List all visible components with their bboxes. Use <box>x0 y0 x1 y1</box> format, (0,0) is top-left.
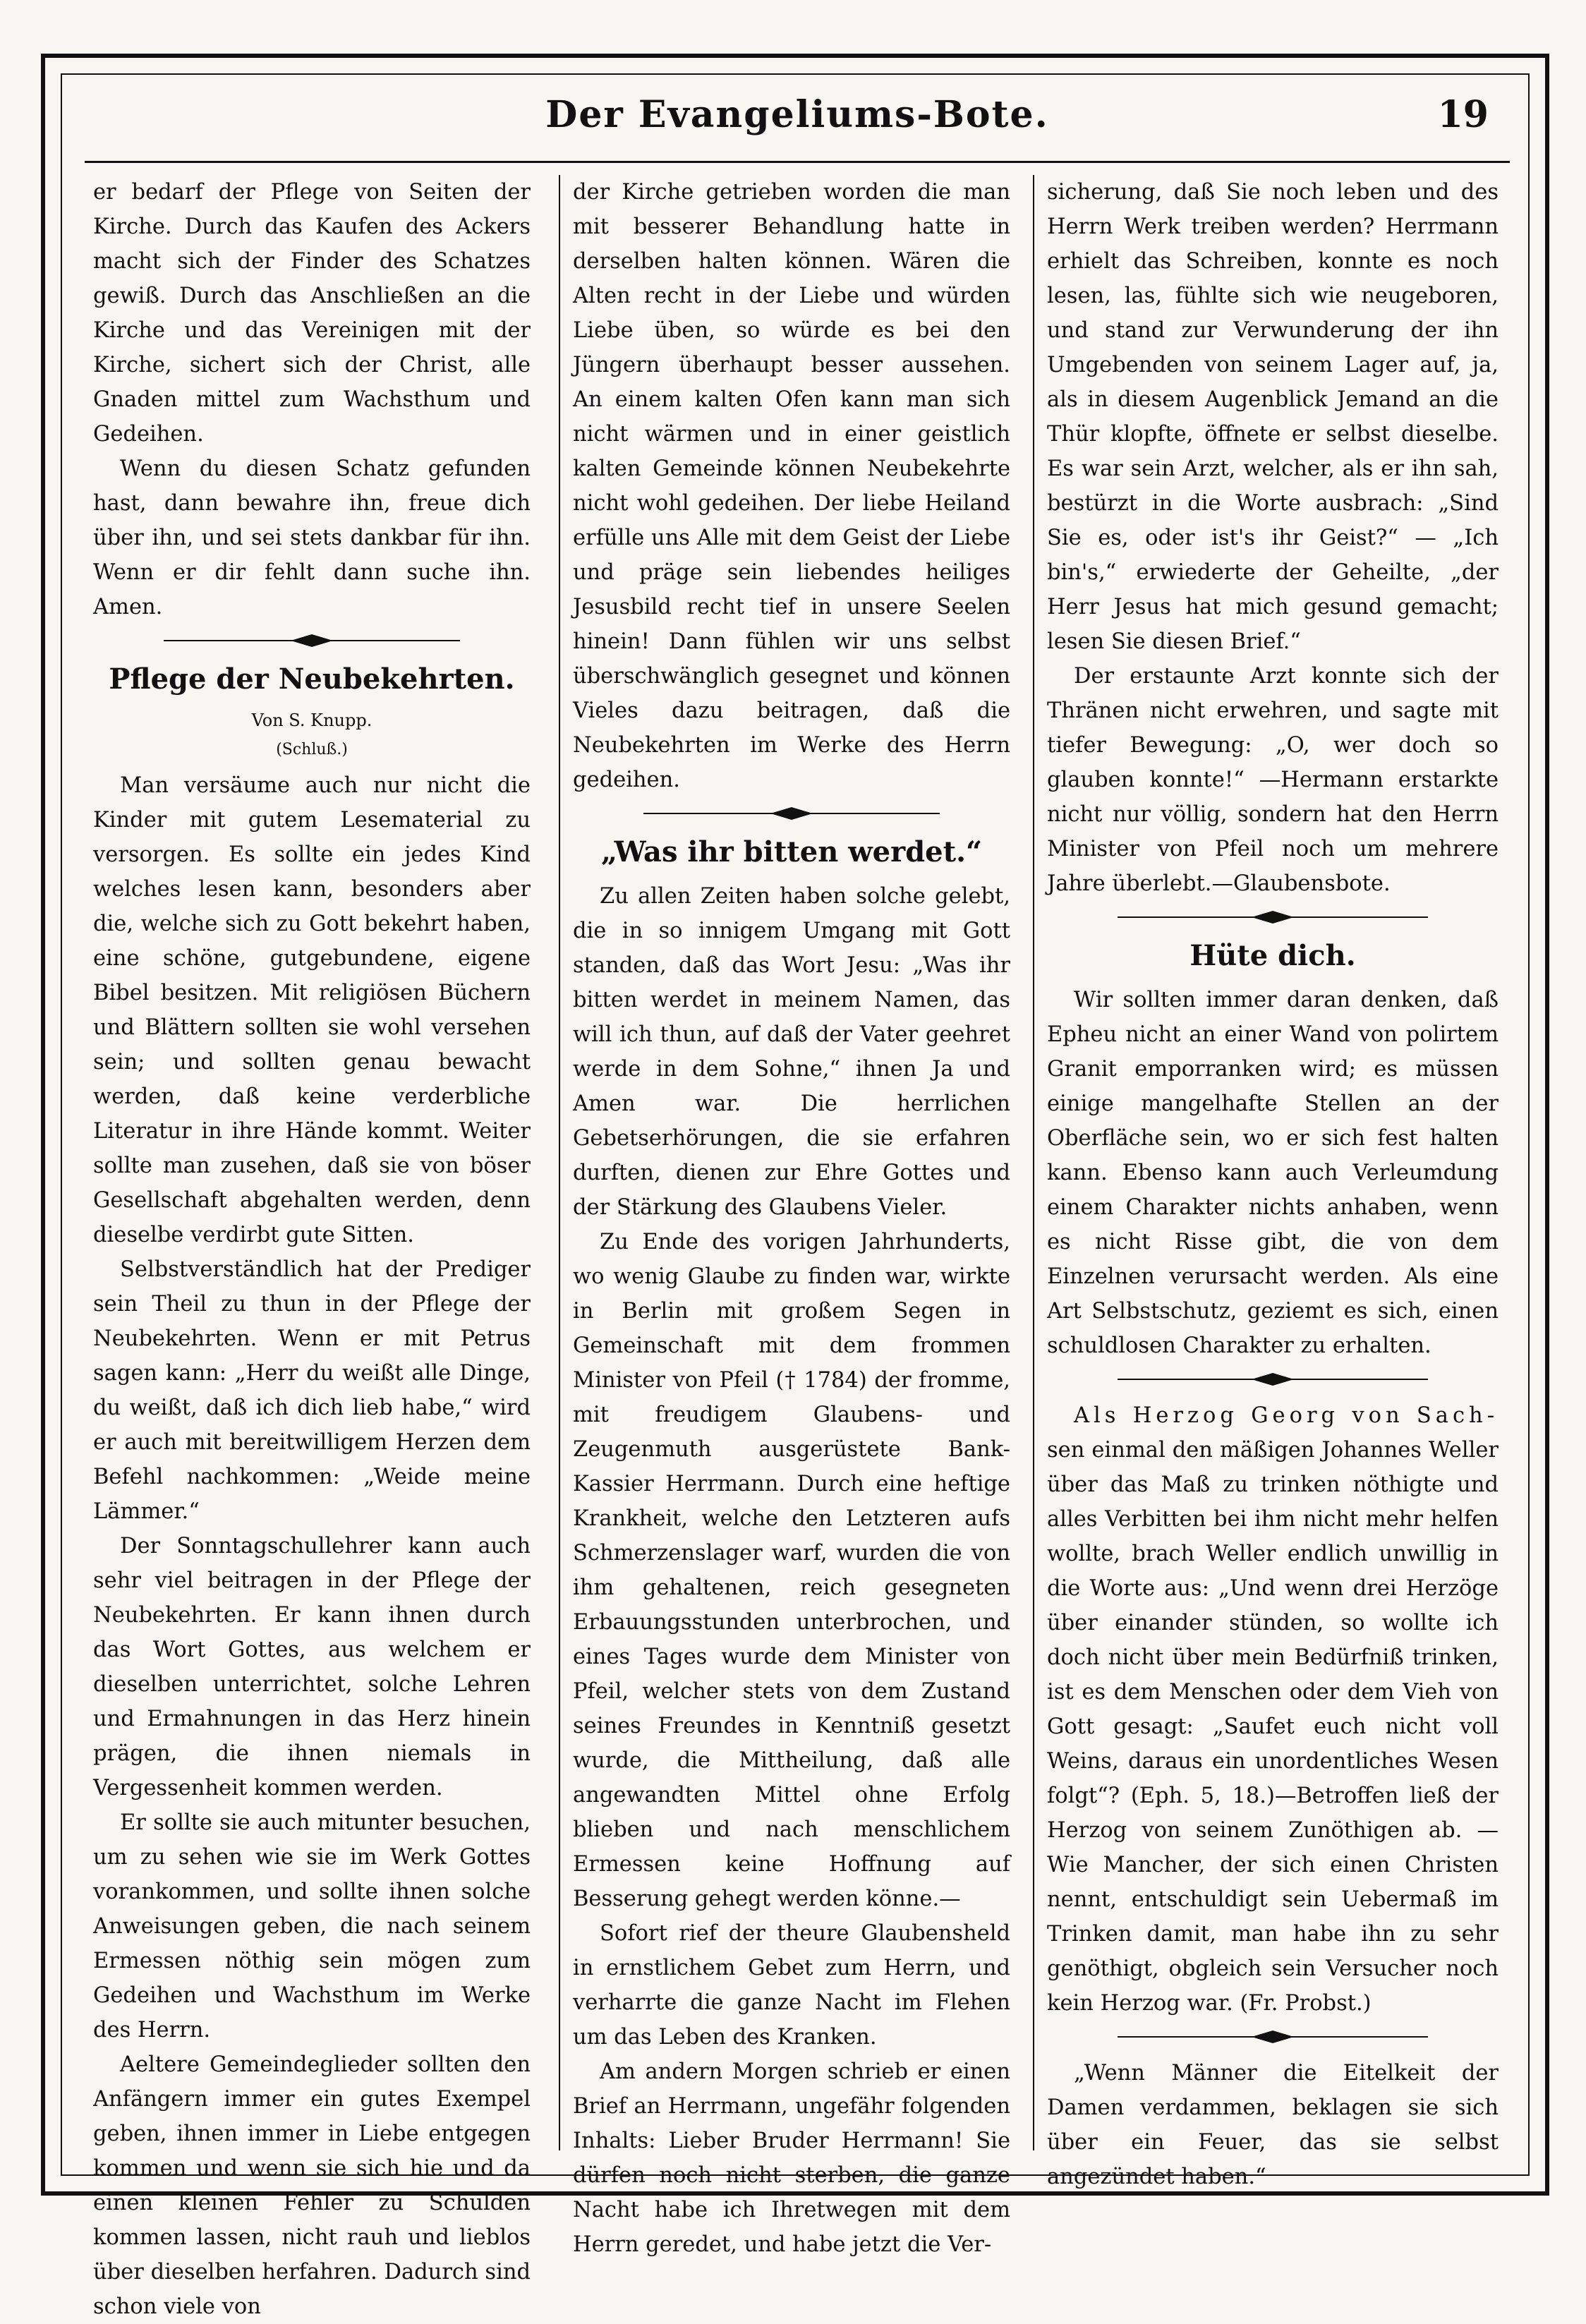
paragraph <box>1047 1398 1499 2021</box>
paragraph: Zu Ende des vorigen Jahrhunderts, wo wenig Glaube zu finden war, wirkte in Berlin mit großem Segen in Gemeinschaft mit dem frommen Minister von Pfeil († 1784) der fromme, mit freudigem Glaubens- und Zeugenmuth ausgerüstete Bank-Kassier Herrmann. Durch eine heftige Krankheit, welche den Letzteren aufs Schmerzenslager warf, wurden die von ihm gehaltenen, reich gesegneten Erbauungsstunden unterbrochen, und eines Tages wurde dem Minister von Pfeil, welcher stets von dem Zustand seines Freundes in Kenntniß gesetzt wurde, die Mittheilung, daß alle angewandten Mittel ohne Erfolg blieben und nach menschlichem Ermessen keine Hoffnung auf Besserung gehegt werden könne.— <box>573 1230 1010 1911</box>
article-byline: Von S. Knupp. <box>251 710 373 730</box>
column-divider-1 <box>559 175 560 2150</box>
paragraph: Wenn du diesen Schatz gefunden hast, dann bewahre ihn, freue dich über ihn, und sei stets dankbar für ihn. Wenn er dir fehlt dann suche ihn. Amen. <box>93 456 531 619</box>
section-ornament <box>1047 1370 1499 1388</box>
paragraph: der Kirche getrieben worden die man mit besserer Behandlung hatte in derselben halten können. Wären die Alten recht in der Liebe und würden Liebe üben, so würde es bei den Jüngern überhaupt besser aussehen. An einem kalten Ofen kann man sich nicht wärmen und in einer geistlich kalten Gemeinde können Neubekehrte nicht wohl gedeihen. Der liebe Heiland erfülle uns Alle mit dem Geist der Liebe und präge sein liebendes heiliges Jesusbild recht tief in unsere Seelen hinein! Dann fühlen wir uns selbst überschwänglich gesegnet und können Vieles dazu beitragen, daß die Neubekehrten im Werke des Herrn gedeihen. <box>573 180 1010 792</box>
header-rule <box>85 161 1510 163</box>
section-ornament <box>573 804 1010 823</box>
column-divider-2 <box>1033 175 1034 2150</box>
article-heading: Pflege der Neubekehrten. <box>109 662 515 696</box>
article-heading: „Was ihr bitten werdet.“ <box>600 835 983 869</box>
paragraph: „Wenn Männer die Eitelkeit der Damen verdammen, beklagen sie sich über ein Feuer, das sie selbst angezündet haben.“ <box>1047 2061 1499 2189</box>
masthead-title: Der Evangeliums-Bote. <box>545 93 1049 136</box>
section-ornament <box>93 631 531 650</box>
paragraph: Man versäume auch nur nicht die Kinder mit gutem Lesematerial zu versorgen. Es sollte ein jedes Kind welches lesen kann, besonders aber die, welche sich zu Gott bekehrt haben, eine schöne, gutgebundene, eigene Bibel besitzen. Mit religiösen Büchern und Blättern sollten sie wohl versehen sein; und sollten genau bewacht werden, daß keine verderbliche Literatur in ihre Hände kommt. Weiter sollte man zusehen, daß sie von böser Gesellschaft abgehalten werden, denn dieselbe verdirbt gute Sitten. <box>93 773 531 1247</box>
paragraph: Wir sollten immer daran denken, daß Epheu nicht an einer Wand von polirtem Granit emporranken wird; es müssen einige mangelhafte Stellen an der Oberfläche sein, wo er sich fest halten kann. Ebenso kann auch Verleumdung einem Charakter nichts anhaben, wenn es nicht Risse gibt, die von dem Einzelnen verursacht werden. Als eine Art Selbstschutz, geziemt es sich, einen schuldlosen Charakter zu erhalten. <box>1047 988 1499 1358</box>
paragraph: Der erstaunte Arzt konnte sich der Thränen nicht erwehren, und sagte mit tiefer Bewegung: „O, wer doch so glauben konnte!“ —Hermann erstarkte nicht nur völlig, sondern hat den Herrn Minister von Pfeil noch um mehrere Jahre überlebt.—Glaubensbote. <box>1047 664 1499 896</box>
article-subtitle: (Schluß.) <box>276 741 348 758</box>
paragraph: Zu allen Zeiten haben solche gelebt, die in so innigem Umgang mit Gott standen, daß das Wort Jesu: „Was ihr bitten werdet in meinem Namen, das will ich thun, auf daß der Vater geehret werde in dem Sohne,“ ihnen Ja und Amen war. Die herrlichen Gebetserhörungen, die sie erfahren durften, dienen zur Ehre Gottes und der Stärkung des Glaubens Vieler. <box>573 884 1010 1220</box>
article-heading: Hüte dich. <box>1190 939 1356 972</box>
paragraph-body: sen einmal den mäßigen Johannes Weller über das Maß zu trinken nöthigte und alles Verbitten bei ihm nicht mehr helfen wollte, brach Weller endlich unwillig in die Worte aus: „Und wenn drei Herzöge über einander stünden, so wollte ich doch nicht über mein Bedürfniß trinken, ist es dem Menschen oder dem Vieh von Gott gesagt: „Saufet euch nicht voll Weins, daraus ein unordentliches Wesen folgt“? (Eph. 5, 18.)—Betroffen ließ der Herzog von seinem Zunöthigen ab. —Wie Mancher, der sich einen Christen nennt, entschuldigt sein Uebermaß im Trinken damit, man habe ihn zu sehr genöthigt, obgleich sein Versucher noch kein Herzog war. (Fr. Probst.) <box>1047 1438 1499 2016</box>
paragraph: Aeltere Gemeindeglieder sollten den Anfängern immer ein gutes Exempel geben, ihnen immer in Liebe entgegen kommen und wenn sie sich hie und da einen kleinen Fehler zu Schulden kommen lassen, nicht rauh und lieblos über dieselben herfahren. Dadurch sind schon viele von <box>93 2052 531 2319</box>
paragraph: Der Sonntagschullehrer kann auch sehr viel beitragen in der Pflege der Neubekehrten. Er kann ihnen durch das Wort Gottes, aus welchem er dieselben unterrichtet, solche Lehren und Ermahnungen in das Herz hinein prägen, die ihnen niemals in Vergessenheit kommen werden. <box>93 1534 531 1801</box>
page-number: 19 <box>1437 93 1489 136</box>
paragraph: Selbstverständlich hat der Prediger sein Theil zu thun in der Pflege der Neubekehrten. Wenn er mit Petrus sagen kann: „Herr du weißt alle Dinge, du weißt, daß ich dich lieb habe,“ wird er auch mit bereitwilligem Herzen dem Befehl nachkommen: „Weide meine Lämmer.“ <box>93 1257 531 1524</box>
paragraph: Am andern Morgen schrieb er einen Brief an Herrmann, ungefähr folgenden Inhalts: Lieber Bruder Herrmann! Sie dürfen noch nicht sterben, die ganze Nacht habe ich Ihretwegen mit dem Herrn geredet, und habe jetzt die Ver- <box>573 2059 1010 2257</box>
column-3 <box>1047 175 1499 2189</box>
paragraph: sicherung, daß Sie noch leben und des Herrn Werk treiben werden? Herrmann erhielt das Schreiben, konnte es noch lesen, las, fühlte sich wie neugeboren, und stand zur Verwunderung der ihn Umgebenden von seinem Lager auf, ja, als in diesem Augenblick Jemand an die Thür klopfte, öffnete er selbst dieselbe. Es war sein Arzt, welcher, als er ihn sah, bestürzt in die Worte ausbrach: „Sind Sie es, oder ist's ihr Geist?“ — „Ich bin's,“ erwiederte der Geheilte, „der Herr Jesus hat mich gesund gemacht; lesen Sie diesen Brief.“ <box>1047 180 1499 654</box>
section-ornament <box>1047 2028 1499 2046</box>
section-ornament <box>1047 908 1499 926</box>
paragraph: er bedarf der Pflege von Seiten der Kirche. Durch das Kaufen des Ackers macht sich der Finder des Schatzes gewiß. Durch das Anschließen an die Kirche und das Vereinigen mit der Kirche, sichert sich der Christ, alle Gnaden mittel zum Wachsthum und Gedeihen. <box>93 180 531 447</box>
column-1 <box>93 175 531 2319</box>
paragraph: Er sollte sie auch mitunter besuchen, um zu sehen wie sie im Werk Gottes vorankommen, und sollte ihnen solche Anweisungen geben, die nach seinem Ermessen nöthig sein mögen zum Gedeihen und Wachsthum im Werke des Herrn. <box>93 1810 531 2042</box>
column-2 <box>573 175 1010 2257</box>
paragraph: Sofort rief der theure Glaubensheld in ernstlichem Gebet zum Herrn, und verharrte die ganze Nacht im Flehen um das Leben des Kranken. <box>573 1921 1010 2050</box>
page-header <box>85 93 1510 157</box>
paragraph-lead: Als Herzog Georg von Sach- <box>1074 1403 1499 1428</box>
